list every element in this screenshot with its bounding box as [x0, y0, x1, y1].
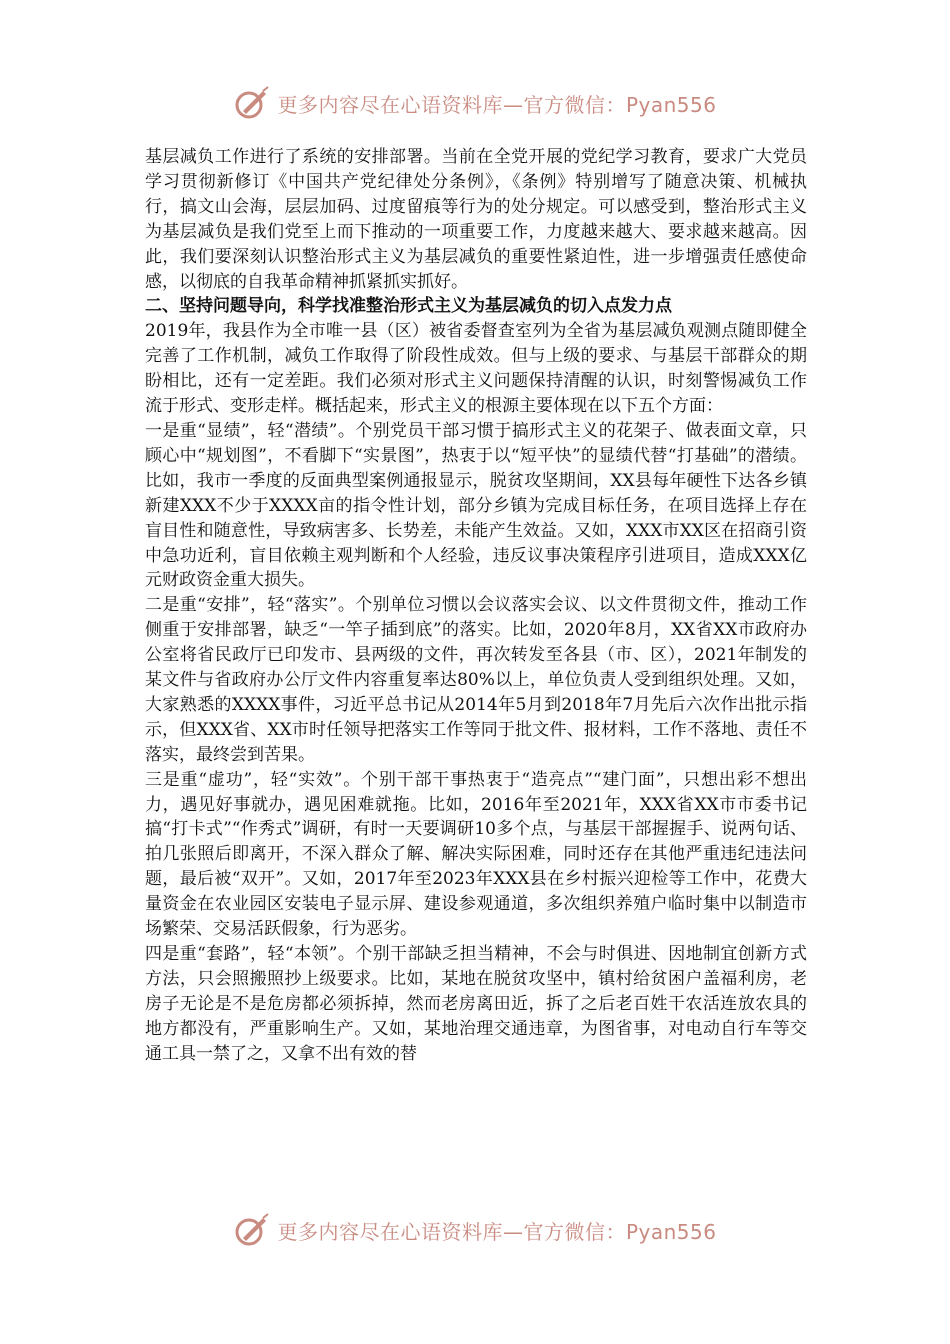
paragraph-point-4: 四是重“套路”，轻“本领”。个别干部缺乏担当精神，不会与时俱进、因地制宜创新方式方法，只会照搬照抄上级要求。比如，某地在脱贫攻坚中，镇村给贫困户盖福利房，老房子无论是不是危房都必须拆掉，然而老房离田近，拆了之后老百姓干农活连放农具的地方都没有，严重影响生产。又如，某地治理交通违章，为图省事，对电动自行车等交通工具一禁了之，又拿不出有效的替 — [145, 944, 807, 1064]
footer-watermark — [0, 1210, 950, 1250]
quill-logo-icon — [233, 1212, 269, 1248]
footer-watermark-text: 更多内容尽在心语资料库—官方微信：Pyan556 — [277, 1219, 717, 1244]
paragraph-2019-overview: 2019年，我县作为全市唯一县（区）被省委督查室列为全省为基层减负观测点随即健全完善了工作机制，减负工作取得了阶段性成效。但与上级的要求、与基层干部群众的期盼相比，还有一定差距。我们必须对形式主义问题保持清醒的认识，时刻警惕减负工作流于形式、变形走样。概括起来，形式主义的根源主要体现在以下五个方面： — [145, 321, 807, 417]
paragraph-point-2: 二是重“安排”，轻“落实”。个别单位习惯以会议落实会议、以文件贯彻文件，推动工作侧重于安排部署，缺乏“一竿子插到底”的落实。比如，2020年8月，XX省XX市政府办公室将省民政厅已印发市、县两级的文件，再次转发至各县（市、区），2021年制发的某文件与省政府办公厅文件内容重复率达80%以上，单位负责人受到组织处理。又如，大家熟悉的XXXX事件，习近平总书记从2014年5月到2018年7月先后六次作出批示指示，但XXX省、XX市时任领导把落实工作等同于批文件、报材料，工作不落地、责任不落实，最终尝到苦果。 — [145, 595, 807, 765]
header-watermark — [0, 83, 950, 123]
section-heading-2: 二、坚持问题导向，科学找准整治形式主义为基层减负的切入点发力点 — [145, 296, 672, 317]
document-body — [145, 145, 807, 1067]
quill-logo-icon — [233, 85, 269, 121]
paragraph-point-1: 一是重“显绩”，轻“潜绩”。个别党员干部习惯于搞形式主义的花架子、做表面文章，只顾心中“规划图”，不看脚下“实景图”，热衷于以“短平快”的显绩代替“打基础”的潜绩。比如，我市一季度的反面典型案例通报显示，脱贫攻坚期间，XX县每年硬性下达各乡镇新建XXX不少于XXXX亩的指令性计划，部分乡镇为完成目标任务，在项目选择上存在盲目性和随意性，导致病害多、长势差，未能产生效益。又如，XXX市XX区在招商引资中急功近利，盲目依赖主观判断和个人经验，违反议事决策程序引进项目，造成XXX亿元财政资金重大损失。 — [145, 420, 807, 591]
header-watermark-text: 更多内容尽在心语资料库—官方微信：Pyan556 — [277, 92, 717, 117]
paragraph-point-3: 三是重“虚功”，轻“实效”。个别干部干事热衷于“造亮点”“建门面”，只想出彩不想出力，遇见好事就办，遇见困难就拖。比如，2016年至2021年，XXX省XX市市委书记搞“打卡式”“作秀式”调研，有时一天要调研10多个点，与基层干部握握手、说两句话、拍几张照后即离开，不深入群众了解、解决实际困难，同时还存在其他严重违纪违法问题，最后被“双开”。又如，2017年至2023年XXX县在乡村振兴迎检等工作中，花费大量资金在农业园区安装电子显示屏、建设参观通道，多次组织养殖户临时集中以制造市场繁荣、交易活跃假象，行为恶劣。 — [145, 769, 807, 940]
paragraph-intro-continued: 基层减负工作进行了系统的安排部署。当前在全党开展的党纪学习教育，要求广大党员学习贯彻新修订《中国共产党纪律处分条例》，《条例》特别增写了随意决策、机械执行，搞文山会海，层层加码、过度留痕等行为的处分规定。可以感受到，整治形式主义为基层减负是我们党至上而下推动的一项重要工作，力度越来越大、要求越来越高。因此，我们要深刻认识整治形式主义为基层减负的重要性紧迫性，进一步增强责任感使命感，以彻底的自我革命精神抓紧抓实抓好。 — [145, 147, 807, 292]
